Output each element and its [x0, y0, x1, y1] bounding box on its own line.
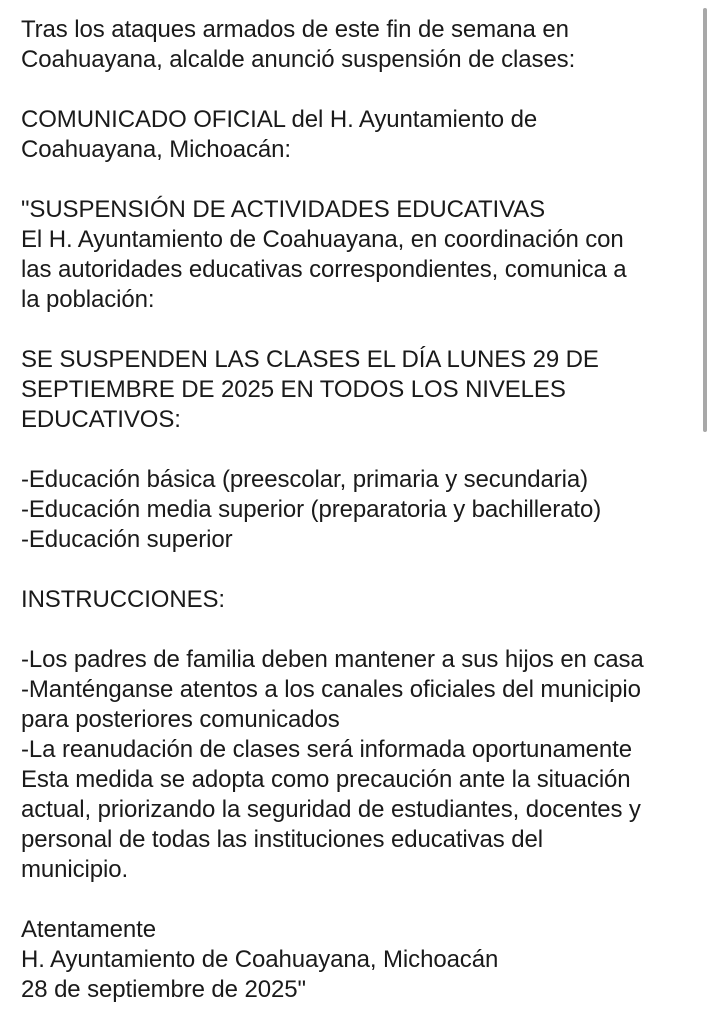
text-line: -Educación media superior (preparatoria y bachillerato) [21, 496, 602, 523]
blank-line [21, 885, 700, 915]
text-line: la población: [21, 286, 155, 313]
blank-line [21, 315, 700, 345]
text-line: Esta medida se adopta como precaución ante la situación [21, 766, 631, 793]
text-line: las autoridades educativas correspondientes, comunica a [21, 256, 627, 283]
text-line: municipio. [21, 856, 129, 883]
text-line: "SUSPENSIÓN DE ACTIVIDADES EDUCATIVAS [21, 196, 546, 223]
text-line: -Manténganse atentos a los canales oficiales del municipio [21, 676, 641, 703]
text-line: -Educación superior [21, 526, 233, 553]
text-line: -Los padres de familia deben mantener a sus hijos en casa [21, 646, 644, 673]
blank-line [21, 165, 700, 195]
text-line: SEPTIEMBRE DE 2025 EN TODOS LOS NIVELES [21, 376, 566, 403]
text-line: Tras los ataques armados de este fin de semana en [21, 16, 569, 43]
text-line: Atentamente [21, 916, 156, 943]
text-line: COMUNICADO OFICIAL del H. Ayuntamiento de [21, 106, 538, 133]
text-line: actual, priorizando la seguridad de estudiantes, docentes y [21, 796, 641, 823]
text-line: personal de todas las instituciones educativas del [21, 826, 543, 853]
blank-line [21, 555, 700, 585]
text-line: para posteriores comunicados [21, 706, 340, 733]
text-line: Coahuayana, alcalde anunció suspensión de clases: [21, 46, 576, 73]
blank-line [21, 435, 700, 465]
text-line: INSTRUCCIONES: [21, 586, 225, 613]
scrollbar-thumb[interactable] [703, 8, 707, 432]
blank-line [21, 615, 700, 645]
text-line: EDUCATIVOS: [21, 406, 181, 433]
text-line: -La reanudación de clases será informada oportunamente [21, 736, 632, 763]
text-line: El H. Ayuntamiento de Coahuayana, en coordinación con [21, 226, 624, 253]
announcement-text [21, 15, 700, 1005]
text-line: -Educación básica (preescolar, primaria y secundaria) [21, 466, 588, 493]
text-line: Coahuayana, Michoacán: [21, 136, 291, 163]
text-line: SE SUSPENDEN LAS CLASES EL DÍA LUNES 29 DE [21, 346, 599, 373]
text-line: H. Ayuntamiento de Coahuayana, Michoacán [21, 946, 499, 973]
blank-line [21, 75, 700, 105]
text-line: 28 de septiembre de 2025" [21, 976, 306, 1003]
